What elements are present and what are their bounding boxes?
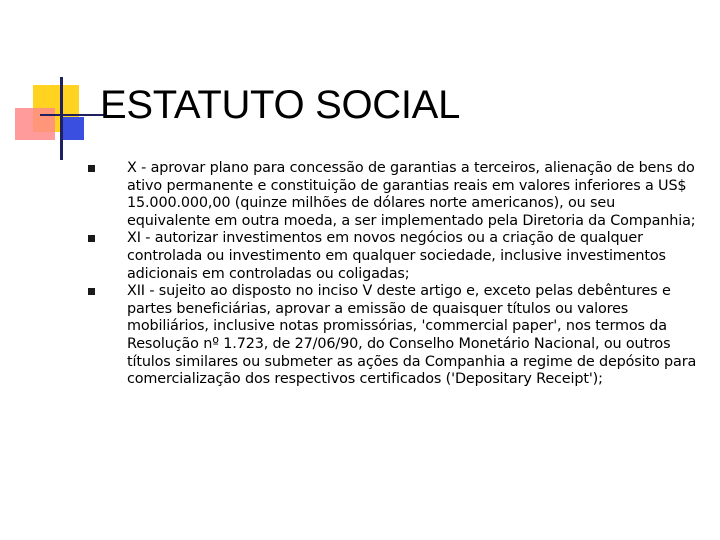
bullet-list (88, 160, 700, 389)
bullet-text: XII - sujeito ao disposto no inciso V deste artigo e, exceto pelas debêntures e partes beneficiárias, aprovar a emissão de quaisquer títulos ou valores mobiliários, inclusive notas promissórias, 'commercial paper', nos termos da Resolução nº 1.723, de 27/06/90, do Conselho Monetário Nacional, ou outros títulos similares ou submeter as ações da Companhia a regime de depósito para comercialização dos respectivos certificados ('Depositary Receipt'); (127, 283, 697, 388)
bullet-text: X - aprovar plano para concessão de garantias a terceiros, alienação de bens do ativo permanente e constituição de garantias reais em valores inferiores a US$ 15.000.000,00 (quinze milhões de dólares norte americanos), ou seu equivalente em outra moeda, a ser implementado pela Diretoria da Companhia; (127, 160, 696, 229)
logo-red-square (15, 108, 55, 140)
square-bullet-icon (88, 235, 95, 242)
slide-title: ESTATUTO SOCIAL (100, 83, 461, 127)
bullet-item-xii (88, 283, 700, 389)
square-bullet-icon (88, 288, 95, 295)
logo-blue-square (61, 117, 84, 140)
bullet-item-xi (88, 230, 700, 283)
square-bullet-icon (88, 165, 95, 172)
bullet-item-x (88, 160, 700, 230)
bullet-text: XI - autorizar investimentos em novos negócios ou a criação de qualquer controlada ou investimento em qualquer sociedade, inclusive investimentos adicionais em controladas ou coligadas; (127, 230, 666, 282)
logo-vertical-line (60, 77, 63, 160)
decorative-logo-squares (0, 0, 110, 170)
logo-horizontal-line (40, 114, 106, 116)
